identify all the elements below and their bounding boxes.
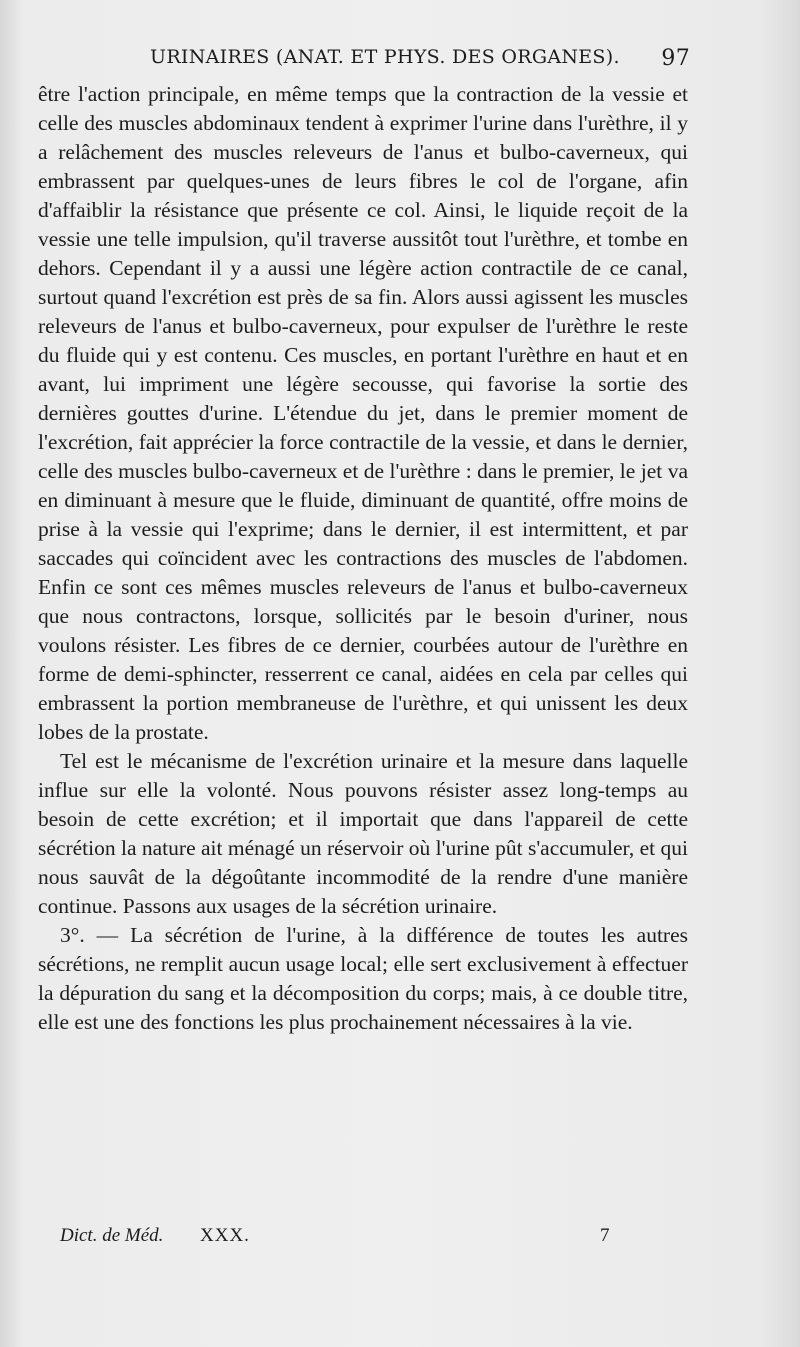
page-number: 97: [661, 46, 690, 71]
signature-volume: XXX.: [200, 1225, 250, 1246]
body-text: [38, 80, 688, 1037]
signature-title: Dict. de Méd.: [60, 1225, 164, 1246]
paragraph: 3°. — La sécrétion de l'urine, à la différence de toutes les autres sécrétions, ne remplit aucun usage local; elle sert exclusivement à effectuer la dépuration du sang et la décomposition du corps; mais, à ce double titre, elle est une des fonctions les plus prochainement nécessaires à la vie.: [38, 923, 688, 1034]
paragraph-continued: être l'action principale, en même temps que la contraction de la vessie et celle des muscles abdominaux tendent à exprimer l'urine dans l'urèthre, il y a relâchement des muscles releveurs de l'anus et bulbo-caverneux, qui embrassent par quelques-unes de leurs fibres le col de l'organe, afin d'affaiblir la résistance que présente ce col. Ainsi, le liquide reçoit de la vessie une telle impulsion, qu'il traverse aussitôt tout l'urèthre, et tombe en dehors. Cependant il y a aussi une légère action contractile de ce canal, surtout quand l'excrétion est près de sa fin. Alors aussi agissent les muscles releveurs de l'anus et bulbo-caverneux, pour expulser de l'urèthre le reste du fluide qui y est contenu. Ces muscles, en portant l'urèthre en haut et en avant, lui impriment une légère secousse, qui favorise la sortie des dernières gouttes d'urine. L'étendue du jet, dans le premier moment de l'excrétion, fait apprécier la force contractile de la vessie, et dans le dernier, celle des muscles bulbo-caverneux et de l'urèthre : dans le premier, le jet va en diminuant à mesure que le fluide, diminuant de quantité, offre moins de prise à la vessie qui l'exprime; dans le dernier, il est intermittent, et par saccades qui coïncident avec les contractions des muscles de l'abdomen. Enfin ce sont ces mêmes muscles releveurs de l'anus et bulbo-caverneux que nous contractons, lorsque, sollicités par le besoin d'uriner, nous voulons résister. Les fibres de ce dernier, courbées autour de l'urèthre en forme de demi-sphincter, resserrent ce canal, aidées en cela par celles qui embrassent la portion membraneuse de l'urèthre, et qui unissent les deux lobes de la prostate.: [38, 82, 688, 744]
signature-sheet-number: 7: [600, 1225, 610, 1246]
running-head-title: URINAIRES (ANAT. ET PHYS. DES ORGANES).: [150, 46, 620, 68]
paragraph: Tel est le mécanisme de l'excrétion urinaire et la mesure dans laquelle influe sur elle la volonté. Nous pouvons résister assez long-temps au besoin de cette excrétion; et il importait que dans l'appareil de cette sécrétion la nature ait ménagé un réservoir où l'urine pût s'accumuler, et qui nous sauvât de la dégoûtante incommodité de la rendre d'une manière continue. Passons aux usages de la sécrétion urinaire.: [38, 749, 688, 918]
